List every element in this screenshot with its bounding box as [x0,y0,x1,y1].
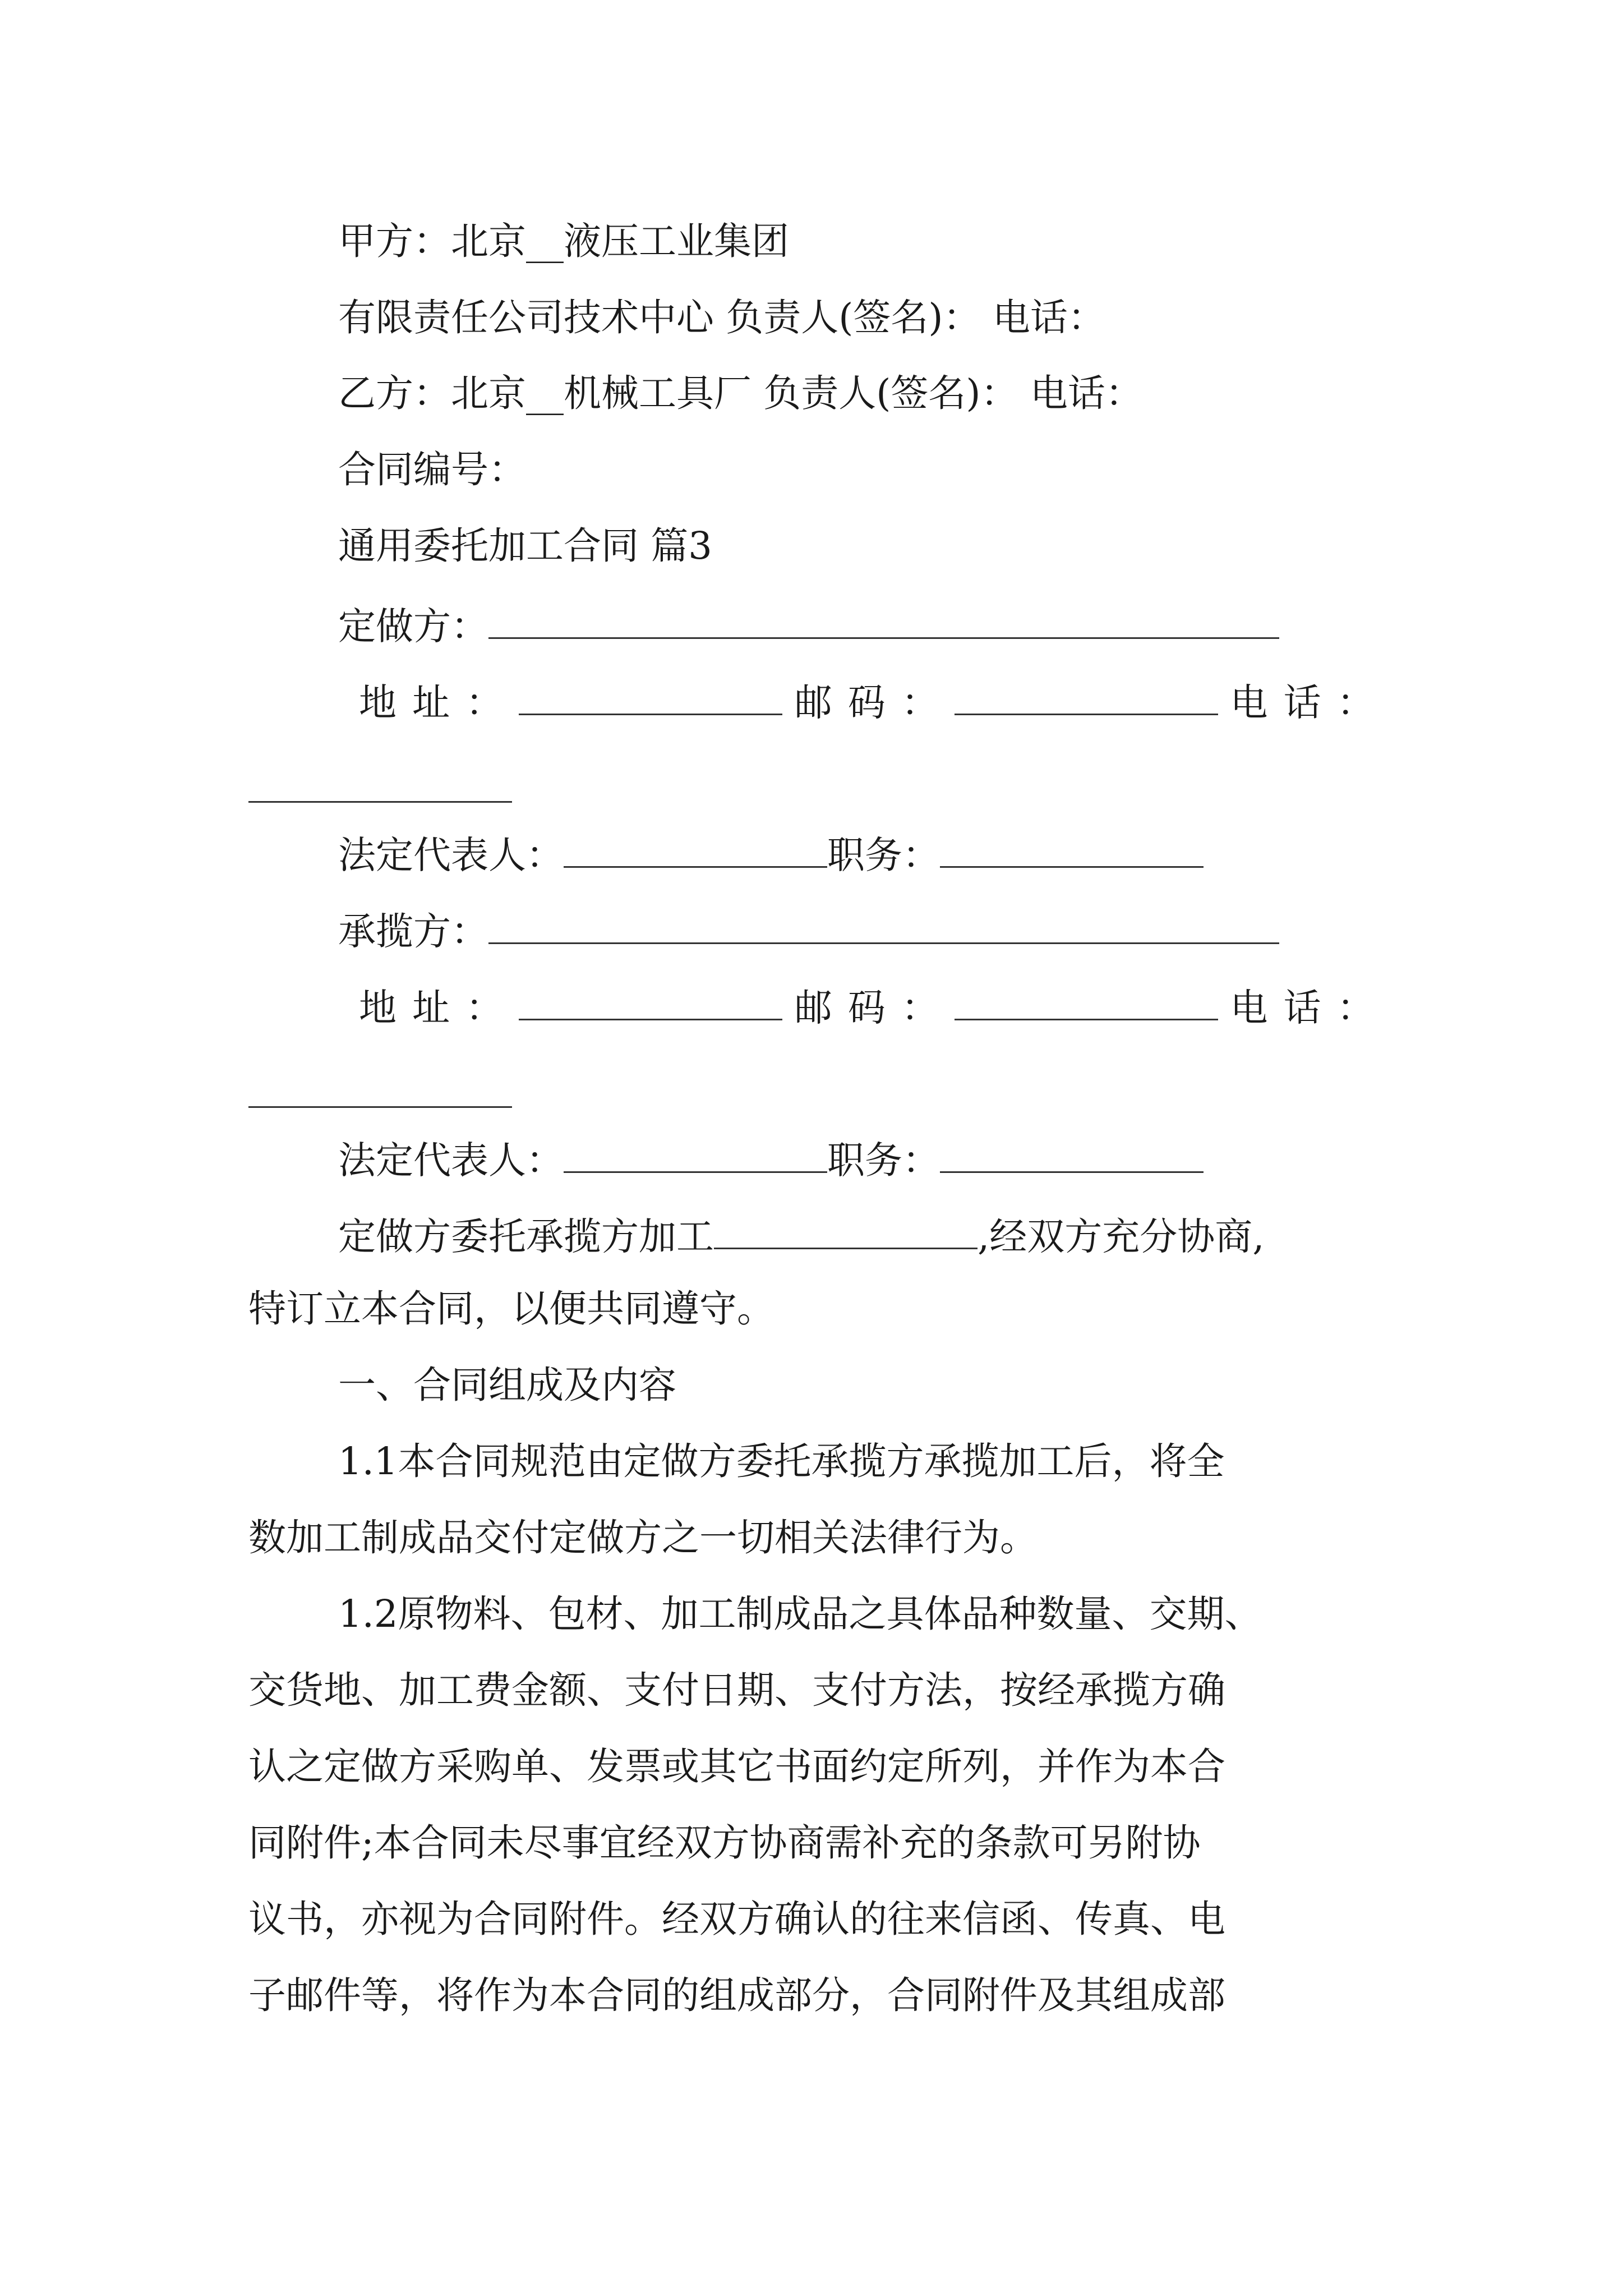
orderer-blank[interactable] [488,604,1279,639]
orderer-postcode-label: 邮码： [794,680,955,725]
contractor-address-blank[interactable] [519,985,782,1020]
orderer-address-label: 地址： [359,680,519,725]
party-a-line: 甲方：北京__液压工业集团 [338,219,789,263]
orderer-postcode-blank[interactable] [955,680,1218,715]
contractor-label: 承揽方： [338,909,488,954]
orderer-position-label: 职务： [827,833,940,877]
party-a-continued-line: 有限责任公司技术中心 负责人(签名)： 电话： [338,296,1105,339]
orderer-legal-rep-label: 法定代表人： [338,833,564,877]
contractor-rep-line [338,1138,1204,1182]
intro-line-2: 特订立本合同，以便共同遵守。 [248,1287,774,1331]
orderer-label: 定做方： [338,604,488,648]
orderer-address-blank[interactable] [519,680,782,715]
contractor-position-blank[interactable] [940,1138,1204,1173]
clause-1-2-line: 子邮件等，将作为本合同的组成部分，合同附件及其组成部 [248,1973,1225,2017]
orderer-rep-line [338,832,1204,877]
orderer-position-blank[interactable] [940,832,1204,868]
intro-text-1: 定做方委托承揽方加工 [338,1214,714,1259]
contractor-postcode-label: 邮码： [794,986,955,1030]
orderer-address-line [359,680,1390,725]
contractor-blank[interactable] [488,909,1279,944]
clause-1-2-line: 议书，亦视为合同附件。经双方确认的往来信函、传真、电 [248,1897,1225,1941]
clause-1-2-line: 交货地、加工费金额、支付日期、支付方法，按经承揽方确 [248,1668,1225,1712]
clause-1-2-line: 1.2原物料、包材、加工制成品之具体品种数量、交期、 [338,1592,1262,1636]
contractor-line [338,909,1279,954]
contract-title: 通用委托加工合同 篇3 [338,524,712,568]
orderer-legal-rep-blank[interactable] [564,832,827,868]
clause-1-2-line: 认之定做方采购单、发票或其它书面约定所列，并作为本合 [248,1745,1225,1788]
clause-1-1-line: 数加工制成品交付定做方之一切相关法律行为。 [248,1516,1038,1559]
contractor-address-line [359,985,1390,1030]
contractor-address-label: 地址： [359,986,519,1030]
intro-line-1 [338,1214,1265,1259]
orderer-phone-blank[interactable] [248,801,512,803]
section-1-heading: 一、合同组成及内容 [338,1363,676,1407]
contractor-legal-rep-label: 法定代表人： [338,1138,564,1182]
processing-item-blank[interactable] [714,1214,978,1249]
contractor-position-label: 职务： [827,1138,940,1182]
orderer-phone-label: 电话： [1230,680,1390,725]
clause-1-1-line: 1.1本合同规范由定做方委托承揽方承揽加工后，将全 [338,1439,1225,1483]
contractor-phone-label: 电话： [1230,986,1390,1030]
contractor-postcode-blank[interactable] [955,985,1218,1020]
orderer-line [338,604,1279,648]
contractor-phone-blank[interactable] [248,1106,512,1108]
clause-1-2-line: 同附件;本合同未尽事宜经双方协商需补充的条款可另附协 [248,1821,1201,1865]
contractor-legal-rep-blank[interactable] [564,1138,827,1173]
party-b-line: 乙方：北京__机械工具厂 负责人(签名)： 电话： [338,371,1143,415]
contract-number-line: 合同编号： [338,448,526,491]
intro-text-2: ,经双方充分协商, [978,1214,1265,1259]
